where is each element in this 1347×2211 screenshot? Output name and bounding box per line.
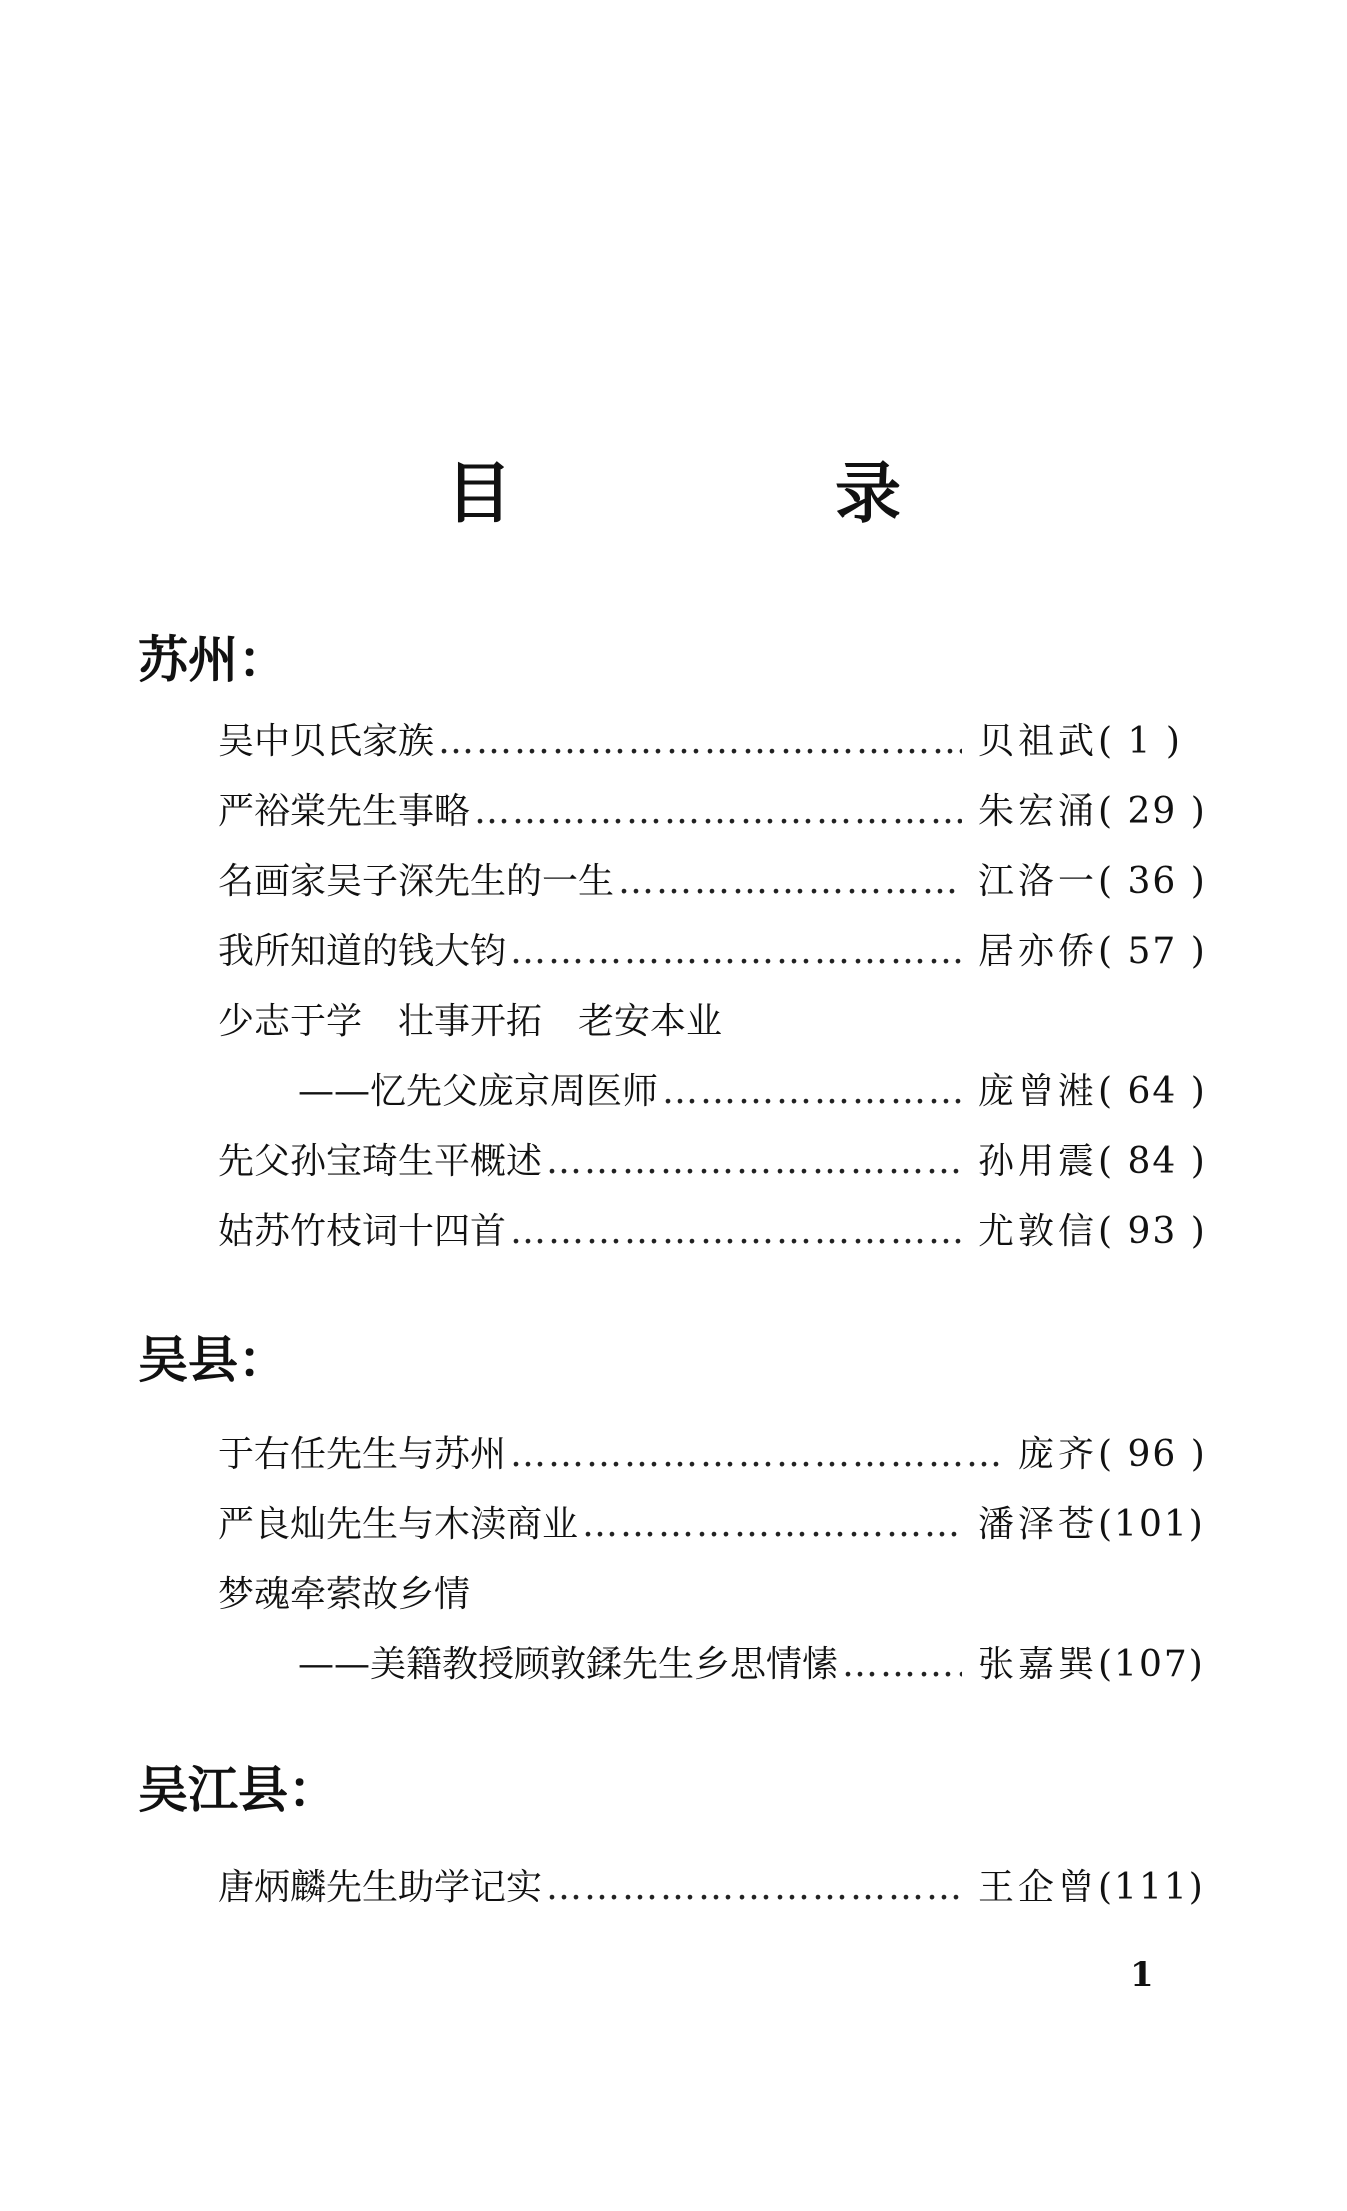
toc-entry[interactable] — [218, 1425, 1208, 1485]
leader-dots — [842, 1635, 962, 1695]
entry-title: 先父孙宝琦生平概述 — [218, 1141, 543, 1182]
entry-author: 张嘉巽 — [977, 1644, 1098, 1685]
entry-page: ( 57 ) — [1098, 931, 1207, 972]
leader-dots — [662, 1062, 962, 1122]
entry-author: 孙用震 — [977, 1141, 1098, 1182]
entry-page: ( 1 ) — [1098, 721, 1182, 762]
toc-entry-title-line[interactable]: 梦魂牵萦故乡情 — [218, 1574, 471, 1615]
entry-author: 庞曾溎 — [977, 1071, 1098, 1112]
entry-page: (107) — [1098, 1644, 1205, 1685]
entry-author: 贝祖武 — [977, 721, 1098, 762]
entry-subtitle: ——忆先父庞京周医师 — [298, 1071, 659, 1112]
entry-author: 尤敦信 — [977, 1211, 1098, 1252]
page-number: 1 — [1130, 1955, 1154, 1995]
toc-entry-title-line[interactable]: 少志于学 壮事开拓 老安本业 — [218, 1001, 723, 1042]
section-heading-wuxian: 吴县： — [138, 1331, 288, 1389]
leader-dots — [546, 1132, 962, 1192]
leader-dots — [618, 852, 962, 912]
leader-dots — [582, 1495, 962, 1555]
entry-page: ( 36 ) — [1098, 861, 1207, 902]
entry-page: ( 96 ) — [1098, 1434, 1207, 1475]
entry-author: 王企曾 — [977, 1867, 1098, 1908]
entry-page: (111) — [1098, 1867, 1205, 1908]
leader-dots — [510, 1202, 962, 1262]
toc-entry[interactable] — [218, 852, 1208, 912]
toc-entry[interactable] — [218, 1132, 1208, 1192]
entry-author: 庞齐 — [1017, 1434, 1098, 1475]
toc-entry[interactable] — [298, 1635, 1208, 1695]
entry-page: ( 29 ) — [1098, 791, 1207, 832]
page-title: 目 录 — [446, 455, 1051, 532]
entry-title: 唐炳麟先生助学记实 — [218, 1867, 543, 1908]
entry-title: 名画家吴子深先生的一生 — [218, 861, 615, 902]
leader-dots — [510, 1425, 1002, 1485]
entry-author: 居亦侨 — [977, 931, 1098, 972]
entry-author: 潘泽苍 — [977, 1504, 1098, 1545]
leader-dots — [474, 782, 962, 842]
leader-dots — [546, 1858, 962, 1918]
toc-entry[interactable] — [218, 1202, 1208, 1262]
entry-page: ( 64 ) — [1098, 1071, 1207, 1112]
toc-entry[interactable] — [218, 1495, 1208, 1555]
toc-entry[interactable] — [218, 922, 1208, 982]
entry-page: ( 84 ) — [1098, 1141, 1207, 1182]
entry-title: 吴中贝氏家族 — [218, 721, 435, 762]
toc-entry[interactable] — [218, 712, 1208, 772]
section-heading-suzhou: 苏州： — [138, 631, 288, 689]
entry-title: 严良灿先生与木渎商业 — [218, 1504, 579, 1545]
entry-title: 严裕棠先生事略 — [218, 791, 471, 832]
entry-title: 姑苏竹枝词十四首 — [218, 1211, 507, 1252]
entry-author: 江洛一 — [977, 861, 1098, 902]
entry-title: 我所知道的钱大钧 — [218, 931, 507, 972]
entry-author: 朱宏涌 — [977, 791, 1098, 832]
toc-entry[interactable] — [298, 1062, 1208, 1122]
entry-page: (101) — [1098, 1504, 1205, 1545]
entry-subtitle: ——美籍教授顾敦鍒先生乡思情愫 — [298, 1644, 839, 1685]
toc-entry[interactable] — [218, 1858, 1208, 1918]
section-heading-wujiang: 吴江县： — [138, 1761, 338, 1819]
entry-page: ( 93 ) — [1098, 1211, 1207, 1252]
toc-entry[interactable] — [218, 782, 1208, 842]
entry-title: 于右任先生与苏州 — [218, 1434, 507, 1475]
leader-dots — [438, 712, 962, 772]
leader-dots — [510, 922, 962, 982]
